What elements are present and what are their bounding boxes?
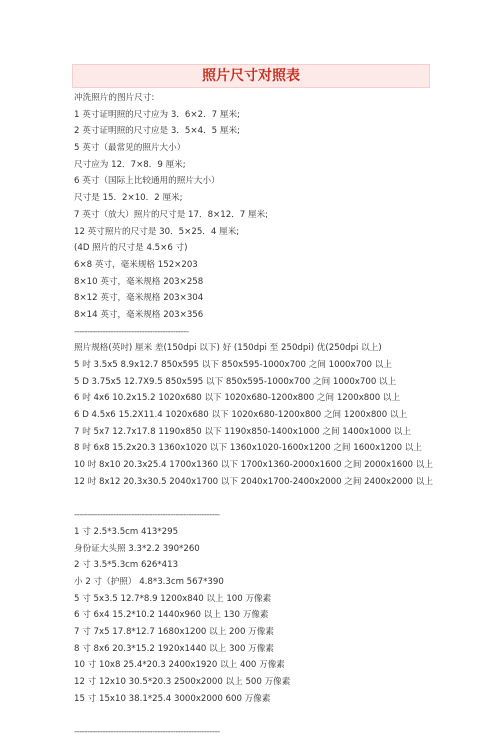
text-line: 8×12 英寸，毫米规格 203×304 <box>74 293 204 304</box>
text-line: 冲洗照片的图片尺寸: <box>74 93 155 103</box>
text-line: 6×8 英寸，毫米规格 152×203 <box>74 259 198 270</box>
text-line: 6 寸 6x4 15.2*10.2 1440x960 以上 130 万像素 <box>74 610 269 621</box>
text-line: 8 寸 8x6 20.3*15.2 1920x1440 以上 300 万像素 <box>74 643 274 654</box>
table-row: 6 D 4.5x6 15.2X11.4 1020x680 以下 1020x680-1200x800 之间 1200x800 以上 <box>74 410 408 421</box>
separator-line: -------------------------------------------- <box>74 326 189 337</box>
text-line: 尺寸是 15．2×10．2 厘米; <box>74 193 183 204</box>
spacer <box>74 707 434 724</box>
text-line: 7 英寸（放大）照片的尺寸是 17．8×12．7 厘米; <box>74 209 269 220</box>
text-line: 7 寸 7x5 17.8*12.7 1680x1200 以上 200 万像素 <box>74 627 274 637</box>
text-line: 8×10 英寸，毫米规格 203×258 <box>74 276 204 287</box>
text-line: 身份证大头照 3.3*2.2 390*260 <box>74 543 200 554</box>
text-line: 6 英寸（国际上比较通用的照片大小） <box>74 176 220 187</box>
text-line: 15 寸 15x10 38.1*25.4 3000x2000 600 万像素 <box>74 693 271 704</box>
text-line: 5 英寸（最常见的照片大小） <box>74 143 186 154</box>
section-photo-sizes <box>74 90 434 324</box>
text-line: 2 寸 3.5*5.3cm 626*413 <box>74 560 179 571</box>
table-row: 10 吋 8x10 20.3x25.4 1700x1360 以下 1700x1360-2000x1600 之间 2000x1600 以上 <box>74 460 433 471</box>
table-row: 6 吋 4x6 10.2x15.2 1020x680 以下 1020x680-1200x800 之间 1200x800 以上 <box>74 393 401 404</box>
text-line: 小 2 寸（护照） 4.8*3.3cm 567*390 <box>74 576 224 587</box>
document-body <box>74 90 434 741</box>
text-line: 8×14 英寸，毫米规格 203×356 <box>74 309 204 320</box>
text-line: 10 寸 10x8 25.4*20.3 2400x1920 以上 400 万像素 <box>74 660 285 671</box>
spacer <box>74 491 434 508</box>
separator-line: -------------------------------------------------------- <box>74 510 220 521</box>
text-line: 12 英寸照片的尺寸是 30．5×25．4 厘米; <box>74 226 240 237</box>
table-row: 5 吋 3.5x5 8.9x12.7 850x595 以下 850x595-1000x700 之间 1000x700 以上 <box>74 360 392 370</box>
text-line: 12 寸 12x10 30.5*20.3 2500x2000 以上 500 万像素 <box>74 677 291 688</box>
page-title: 照片尺寸对照表 <box>72 64 430 88</box>
text-line: 2 英寸证明照的尺寸应是 3．5×4．5 厘米; <box>74 126 240 137</box>
separator-line: -------------------------------------------------------- <box>74 727 220 738</box>
table-row: 8 吋 6x8 15.2x20.3 1360x1020 以下 1360x1020-1600x1200 之间 1600x1200 以上 <box>74 443 422 454</box>
table-row: 7 吋 5x7 12.7x17.8 1190x850 以下 1190x850-1400x1000 之间 1400x1000 以上 <box>74 426 412 437</box>
table-row: 12 吋 8x12 20.3x30.5 2040x1700 以下 2040x1700-2400x2000 之间 2400x2000 以上 <box>74 476 433 487</box>
text-line: 尺寸应为 12．7×8．9 厘米; <box>74 159 186 170</box>
section-pixel-sizes <box>74 524 434 708</box>
table-header-line: 照片规格(英吋) 厘米 差(150dpi 以下) 好 (150dpi 至 250dpi) 优(250dpi 以上) <box>74 343 382 354</box>
text-line: 1 英寸证明照的尺寸应为 3．6×2．7 厘米; <box>74 109 240 120</box>
text-line: 5 寸 5x3.5 12.7*8.9 1200x840 以上 100 万像素 <box>74 593 272 604</box>
text-line: 1 寸 2.5*3.5cm 413*295 <box>74 526 179 537</box>
table-row: 5 D 3.75x5 12.7X9.5 850x595 以下 850x595-1000x700 之间 1000x700 以上 <box>74 376 397 387</box>
section-print-quality-table <box>74 340 434 490</box>
text-line: (4D 照片的尺寸是 4.5×6 寸) <box>74 243 188 254</box>
